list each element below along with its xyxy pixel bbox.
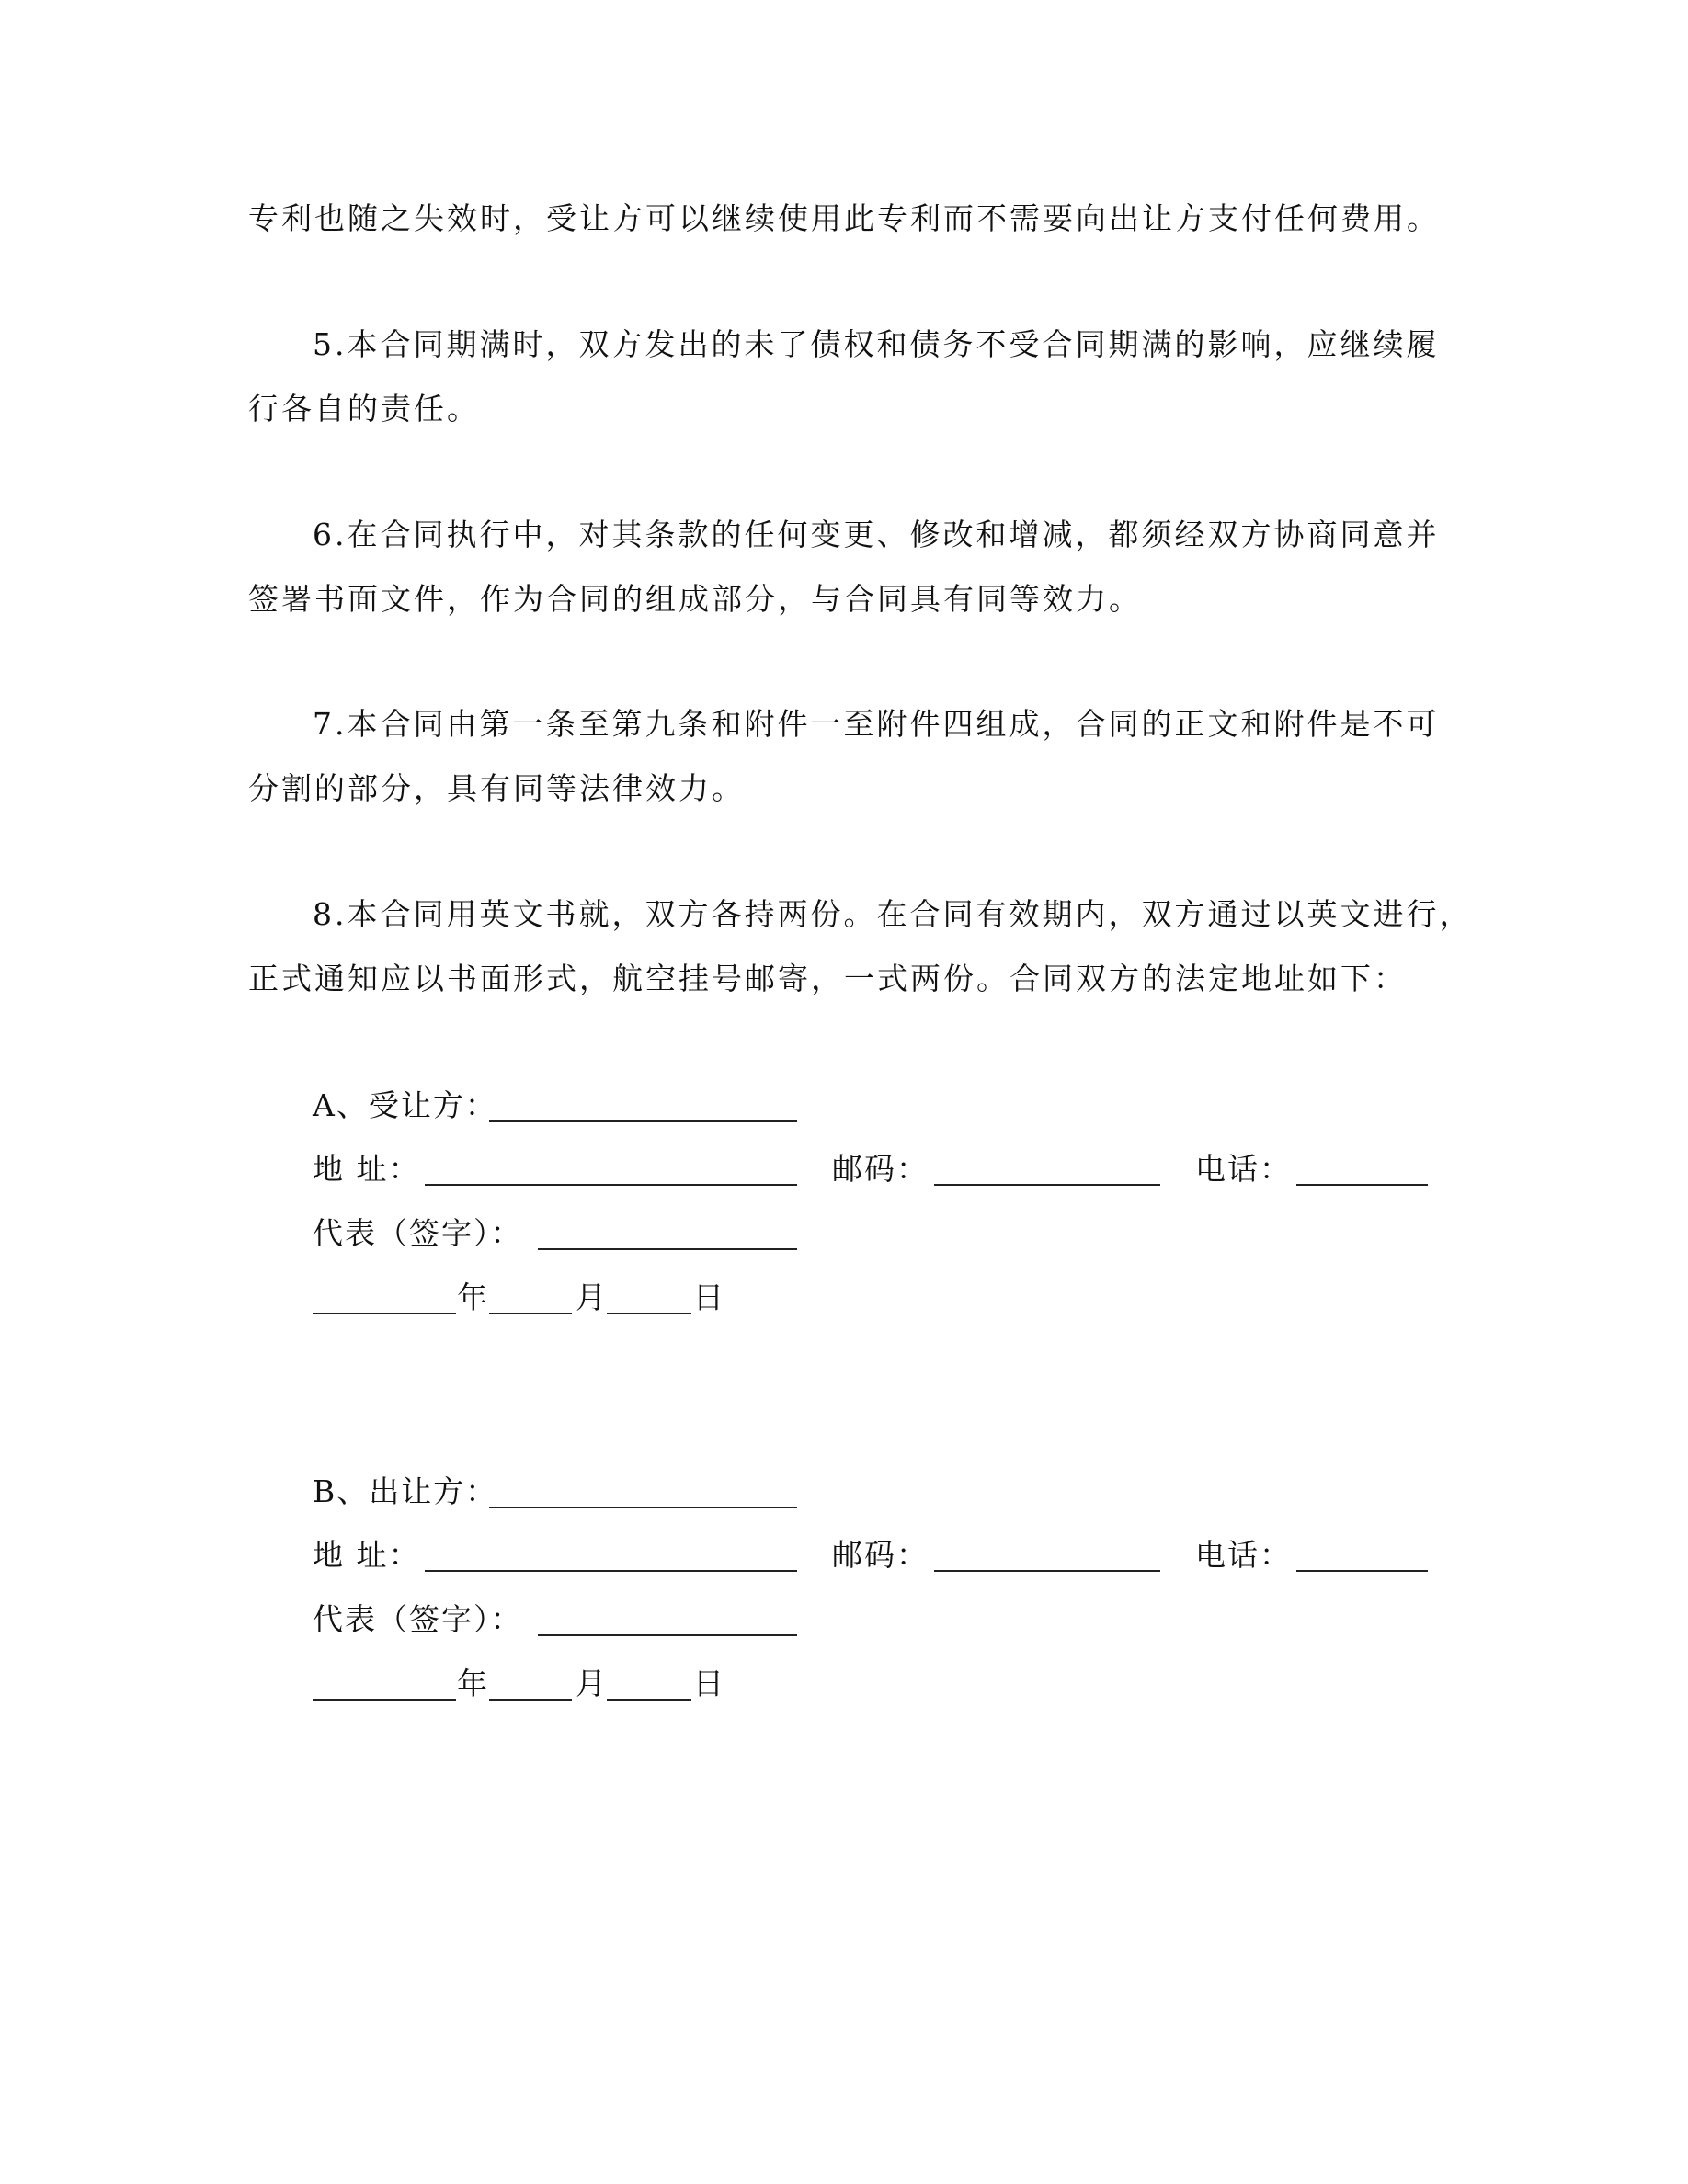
party-a-day-field[interactable]	[607, 1313, 691, 1314]
party-b-address-field[interactable]	[425, 1570, 797, 1572]
party-a-month-field[interactable]	[489, 1313, 572, 1314]
party-a-phone-field[interactable]	[1296, 1184, 1428, 1186]
party-a-postcode-label: 邮码：	[832, 1151, 929, 1187]
party-a-contact-row	[313, 1151, 1434, 1188]
party-a-signature-row	[313, 1215, 809, 1252]
party-a-name-field[interactable]	[489, 1120, 797, 1122]
party-a-year-label: 年	[457, 1280, 489, 1315]
clause-7-line-1: 7.本合同由第一条至第九条和附件一至附件四组成，合同的正文和附件是不可	[313, 706, 1440, 742]
party-b-year-label: 年	[457, 1666, 489, 1701]
party-a-address-field[interactable]	[425, 1184, 797, 1186]
clause-6-line-2: 签署书面文件，作为合同的组成部分，与合同具有同等效力。	[248, 581, 1142, 617]
party-b-signature-field[interactable]	[538, 1634, 797, 1636]
party-a-day-label: 日	[693, 1280, 725, 1315]
party-a-title-row	[313, 1087, 809, 1124]
party-b-date-row	[313, 1666, 809, 1702]
party-b-representative-label: 代表（签字）：	[313, 1601, 523, 1637]
party-a-month-label: 月	[576, 1280, 608, 1315]
party-a-phone-label: 电话：	[1195, 1151, 1292, 1187]
party-b-postcode-label: 邮码：	[832, 1537, 929, 1573]
party-b-address-label: 地 址：	[313, 1537, 421, 1573]
clause-5-line-2: 行各自的责任。	[248, 391, 480, 427]
clause-5-line-1: 5.本合同期满时，双方发出的未了债权和债务不受合同期满的影响，应继续履	[313, 326, 1440, 362]
party-b-day-label: 日	[693, 1666, 725, 1701]
paragraph-4-continuation: 专利也随之失效时，受让方可以继续使用此专利而不需要向出让方支付任何费用。	[248, 200, 1440, 236]
clause-6-line-1: 6.在合同执行中，对其条款的任何变更、修改和增减，都须经双方协商同意并	[313, 517, 1440, 552]
party-b-name-field[interactable]	[489, 1507, 797, 1508]
clause-8-line-2: 正式通知应以书面形式，航空挂号邮寄，一式两份。合同双方的法定地址如下：	[248, 961, 1407, 996]
party-b-signature-row	[313, 1601, 809, 1638]
clause-8-line-1: 8.本合同用英文书就，双方各持两份。在合同有效期内，双方通过以英文进行，	[313, 896, 1473, 932]
party-b-month-field[interactable]	[489, 1699, 572, 1701]
party-b-phone-field[interactable]	[1296, 1570, 1428, 1572]
party-a-postcode-field[interactable]	[934, 1184, 1160, 1186]
party-b-year-field[interactable]	[313, 1699, 456, 1701]
clause-7-line-2: 分割的部分，具有同等法律效力。	[248, 770, 745, 806]
party-a-title: A、受让方：	[313, 1087, 497, 1123]
party-b-contact-row	[313, 1537, 1434, 1574]
party-a-representative-label: 代表（签字）：	[313, 1215, 523, 1251]
party-b-month-label: 月	[576, 1666, 608, 1701]
party-b-postcode-field[interactable]	[934, 1570, 1160, 1572]
party-a-address-label: 地 址：	[313, 1151, 421, 1187]
party-b-phone-label: 电话：	[1195, 1537, 1292, 1573]
party-a-date-row	[313, 1280, 809, 1316]
party-a-signature-field[interactable]	[538, 1248, 797, 1250]
party-b-day-field[interactable]	[607, 1699, 691, 1701]
party-a-year-field[interactable]	[313, 1313, 456, 1314]
party-b-title: B、出让方：	[313, 1473, 498, 1509]
party-b-title-row	[313, 1473, 809, 1510]
